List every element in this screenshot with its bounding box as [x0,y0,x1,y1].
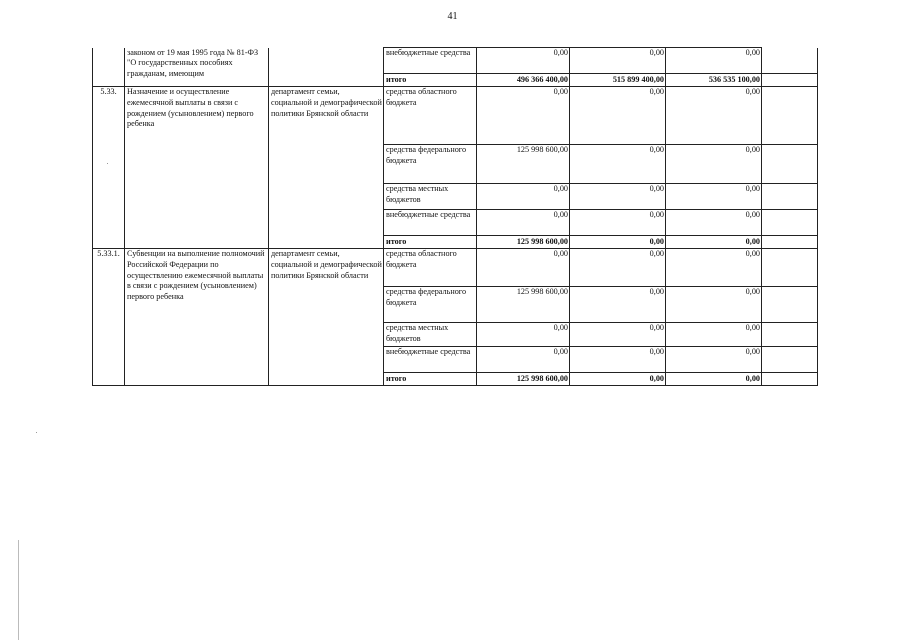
amount-year2-cell: 0,00 [570,145,666,184]
note-cell [762,287,818,323]
amount-year2-cell: 0,00 [570,323,666,347]
amount-year1-cell: 0,00 [477,48,570,74]
table-row [93,48,818,74]
funding-source-cell: внебюджетные средства [384,347,477,373]
funding-source-cell: средства областного бюджета [384,87,477,145]
item-name-cell: Назначение и осуществление ежемесячной выплаты в связи с рождением (усыновлением) первого ребенка [125,87,269,249]
table-body [93,48,818,386]
amount-year3-cell: 0,00 [666,347,762,373]
note-cell [762,373,818,386]
table-row [93,249,818,287]
amount-year3-total-cell: 0,00 [666,236,762,249]
amount-year2-total-cell: 0,00 [570,236,666,249]
budget-table [92,47,818,386]
amount-year3-cell: 0,00 [666,287,762,323]
note-cell [762,145,818,184]
amount-year1-cell: 0,00 [477,347,570,373]
amount-year2-cell: 0,00 [570,347,666,373]
amount-year1-cell: 0,00 [477,210,570,236]
amount-year2-cell: 0,00 [570,287,666,323]
note-cell [762,48,818,74]
amount-year3-cell: 0,00 [666,184,762,210]
amount-year3-total-cell: 0,00 [666,373,762,386]
note-cell [762,184,818,210]
scan-speck [36,432,37,433]
funding-source-cell: средства областного бюджета [384,249,477,287]
note-cell [762,236,818,249]
amount-year2-cell: 0,00 [570,87,666,145]
funding-source-cell: средства местных бюджетов [384,184,477,210]
funding-source-cell: средства местных бюджетов [384,323,477,347]
table-row [93,87,818,145]
amount-year2-total-cell: 515 899 400,00 [570,74,666,87]
amount-year1-cell: 125 998 600,00 [477,287,570,323]
amount-year1-total-cell: 125 998 600,00 [477,236,570,249]
funding-source-total-cell: итого [384,74,477,87]
amount-year1-cell: 0,00 [477,184,570,210]
executor-cell: департамент семьи, социальной и демографической политики Брянской области [269,249,384,386]
note-cell [762,74,818,87]
amount-year3-cell: 0,00 [666,145,762,184]
amount-year2-cell: 0,00 [570,210,666,236]
amount-year2-cell: 0,00 [570,249,666,287]
item-name-cell: Субвенции на выполнение полномочий Российской Федерации по осуществлению ежемесячной выплаты в связи с рождением (усыновлением) первого ребенка [125,249,269,386]
funding-source-cell: средства федерального бюджета [384,287,477,323]
amount-year3-cell: 0,00 [666,323,762,347]
amount-year1-cell: 0,00 [477,249,570,287]
scan-margin-line [18,540,19,640]
amount-year3-total-cell: 536 535 100,00 [666,74,762,87]
amount-year2-cell: 0,00 [570,48,666,74]
note-cell [762,87,818,145]
executor-cell: департамент семьи, социальной и демографической политики Брянской области [269,87,384,249]
amount-year3-cell: 0,00 [666,87,762,145]
amount-year2-total-cell: 0,00 [570,373,666,386]
page-number: 41 [447,11,458,22]
amount-year3-cell: 0,00 [666,249,762,287]
item-name-cell: законом от 19 мая 1995 года № 81-ФЗ "О государственных пособиях гражданам, имеющим [125,48,269,87]
funding-source-cell: средства федерального бюджета [384,145,477,184]
note-cell [762,323,818,347]
item-code-cell: 5.33.1. [93,249,125,386]
amount-year1-cell: 0,00 [477,87,570,145]
funding-source-total-cell: итого [384,236,477,249]
executor-cell [269,48,384,87]
item-code-cell [93,48,125,87]
amount-year1-cell: 0,00 [477,323,570,347]
funding-source-cell: внебюджетные средства [384,210,477,236]
amount-year1-total-cell: 125 998 600,00 [477,373,570,386]
amount-year1-total-cell: 496 366 400,00 [477,74,570,87]
note-cell [762,347,818,373]
amount-year1-cell: 125 998 600,00 [477,145,570,184]
amount-year3-cell: 0,00 [666,48,762,74]
item-code-cell: 5.33. [93,87,125,249]
funding-source-total-cell: итого [384,373,477,386]
funding-source-cell: внебюджетные средства [384,48,477,74]
amount-year2-cell: 0,00 [570,184,666,210]
scan-speck [107,163,108,164]
note-cell [762,249,818,287]
amount-year3-cell: 0,00 [666,210,762,236]
note-cell [762,210,818,236]
